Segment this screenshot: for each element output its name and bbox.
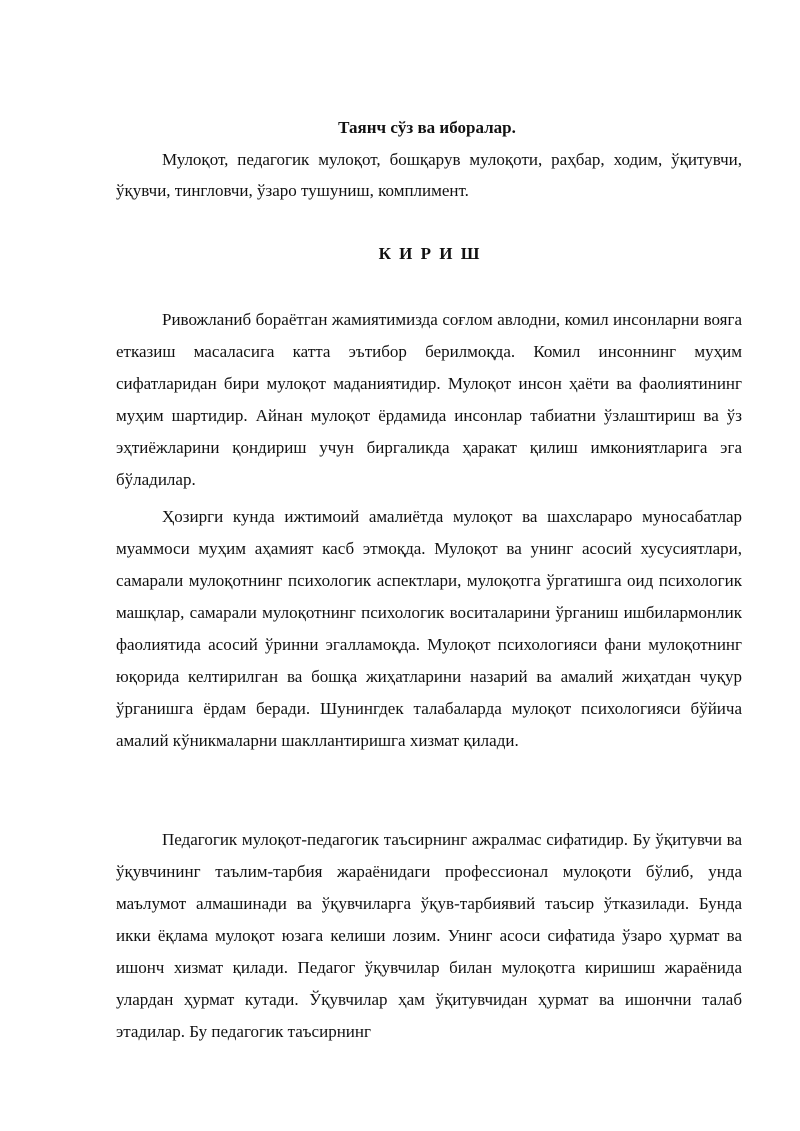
paragraph: Ривожланиб бораётган жамиятимизда соғлом авлодни, комил инсонларни вояга етказиш масаласига катта эътибор берилмоқда. Комил инсоннинг муҳим сифатларидан бири мулоқот маданиятидир. Мулоқот инсон ҳаёти ва фаолиятининг муҳим шартидир. Айнан мулоқот ёрдамида инсонлар табиатни ўзлаштириш ва ўз эҳтиёжларини қондириш учун биргаликда ҳаракат қилиш имкониятларига эга бўладилар. — [116, 310, 742, 489]
paragraph: Ҳозирги кунда ижтимоий амалиётда мулоқот ва шахслараро муносабатлар муаммоси муҳим аҳамият касб этмоқда. Мулоқот ва унинг асосий хусусиятлари, самарали мулоқотнинг психологик аспектлари, мулоқотга ўргатишга оид психологик машқлар, самарали мулоқотнинг психологик воситаларини ўрганиш ишбилармонлик фаолиятида асосий ўринни эгалламоқда. Мулоқот психологияси фани мулоқотнинг юқорида келтирилган ва бошқа жиҳатларини назарий ва амалий жиҳатдан чуқур ўрганишга ёрдам беради. Шунингдек талабаларда мулоқот психологияси бўйича амалий кўникмаларни шакллантиришга хизмат қилади. — [116, 507, 742, 750]
keywords-text: Мулоқот, педагогик мулоқот, бошқарув мулоқоти, раҳбар, ходим, ўқитувчи, ўқувчи, тингловчи, ўзаро тушуниш, комплимент. — [116, 150, 742, 200]
paragraph: Педагогик мулоқот-педагогик таъсирнинг ажралмас сифатидир. Бу ўқитувчи ва ўқувчининг таълим-тарбия жараёнидаги профессионал мулоқоти бўлиб, унда маълумот алмашинади ва ўқувчиларга ўқув-тарбиявий таъсир ўтказилади. Бунда икки ёқлама мулоқот юзага келиши лозим. Унинг асоси сифатида ўзаро ҳурмат ва ишонч хизмат қилади. Педагог ўқувчилар билан мулоқотга киришиш жараёнида улардан ҳурмат кутади. Ўқувчилар ҳам ўқитувчидан ҳурмат ва ишончни талаб этадилар. Бу педагогик таъсирнинг — [116, 830, 742, 1041]
keywords-title: Таянч сўз ва иборалар. — [338, 118, 516, 137]
introduction-title: К И Р И Ш — [378, 244, 482, 263]
